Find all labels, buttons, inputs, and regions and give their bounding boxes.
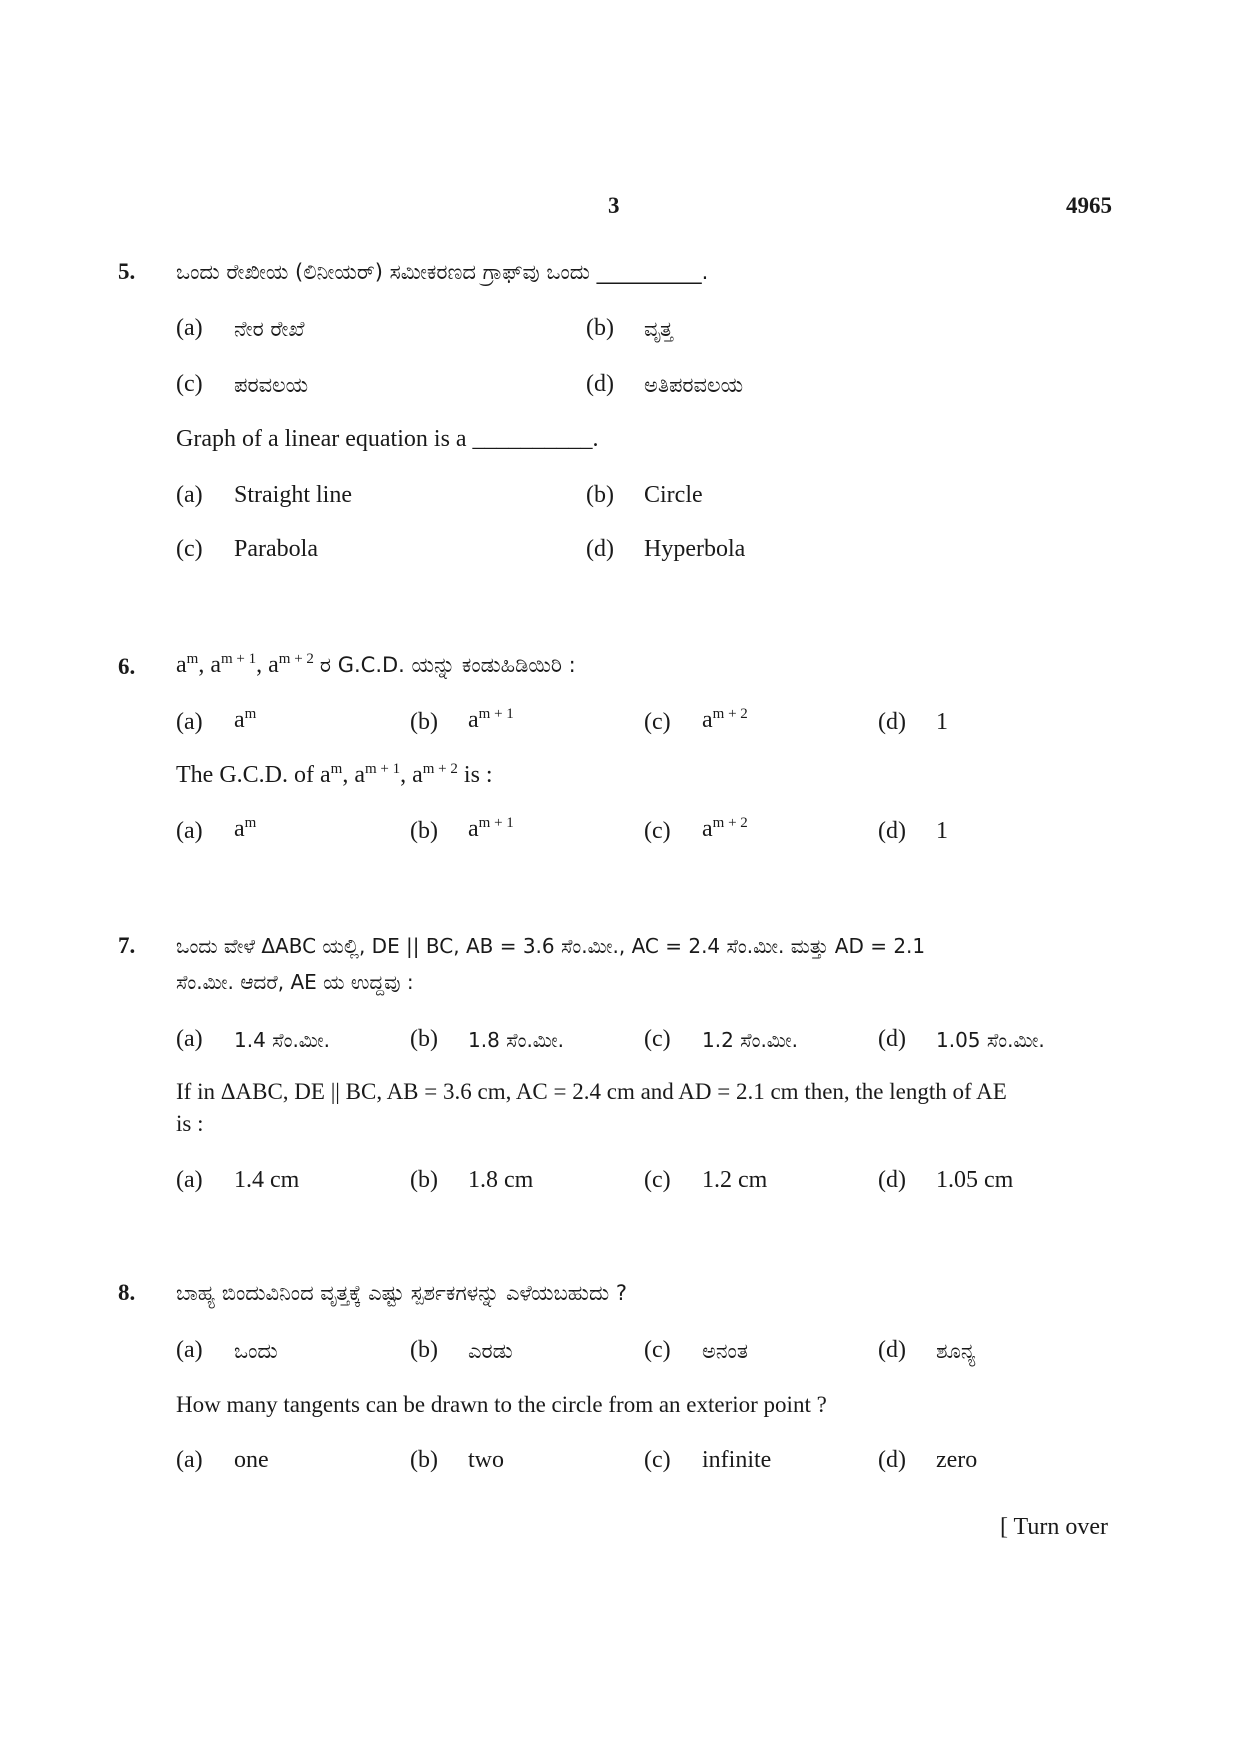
paper-code: 4965: [1066, 193, 1112, 218]
option-text: 1.4 cm: [234, 1167, 300, 1193]
option-text: 1.8 cm: [468, 1167, 534, 1193]
option-text: two: [468, 1447, 504, 1473]
option-letter: (d): [878, 1337, 906, 1363]
option-letter: (b): [410, 1337, 438, 1363]
option-text: $a^{m + 1}$: [468, 815, 514, 842]
option-letter: (c): [176, 536, 203, 562]
option-text: ಅತಿಪರವಲಯ: [644, 373, 744, 397]
question-prompt-kannada: ಬಾಹ್ಯ ಬಿಂದುವಿನಿಂದ ವೃತ್ತಕ್ಕೆ ಎಷ್ಟು ಸ್ಪರ್ಶಕಗಳನ್ನು ಎಳೆಯಬಹುದು ?: [176, 1281, 628, 1305]
option-letter: (a): [176, 709, 203, 735]
question-number: 7.: [118, 933, 136, 958]
option-letter: (d): [586, 536, 614, 562]
option-letter: (b): [410, 818, 438, 844]
option-letter: (a): [176, 1337, 203, 1363]
option-letter: (a): [176, 482, 203, 508]
option-text: $a^{m + 1}$: [468, 706, 514, 733]
option-text: Hyperbola: [644, 536, 746, 562]
option-text: one: [234, 1447, 269, 1473]
option-text: 1.05 ಸೆಂ.ಮೀ.: [936, 1028, 1045, 1052]
option-letter: (b): [410, 1026, 438, 1052]
option-letter: (c): [644, 709, 671, 735]
turn-over-note: [ Turn over: [1000, 1514, 1109, 1540]
question-prompt-kannada: ಒಂದು ರೇಖೀಯ (ಲಿನೀಯರ್) ಸಮೀಕರಣದ ಗ್ರಾಫ್‌ವು ಒಂದು __________.: [176, 260, 709, 284]
option-text: Circle: [644, 482, 703, 508]
question-prompt-english-line2: is :: [176, 1111, 204, 1136]
option-letter: (d): [586, 371, 614, 397]
option-letter: (c): [644, 1167, 671, 1193]
option-text: ವೃತ್ತ: [644, 317, 673, 341]
option-text: $a^{m + 2}$: [702, 706, 748, 733]
option-letter: (a): [176, 1167, 203, 1193]
option-text: ಅನಂತ: [702, 1339, 748, 1363]
question-number: 6.: [118, 654, 136, 679]
option-letter: (d): [878, 1167, 906, 1193]
question-number: 8.: [118, 1280, 136, 1305]
question-prompt-english: Graph of a linear equation is a __________.: [176, 426, 599, 452]
option-letter: (c): [644, 818, 671, 844]
option-text: 1.4 ಸೆಂ.ಮೀ.: [234, 1028, 331, 1052]
option-letter: (a): [176, 1447, 203, 1473]
option-text: 1.05 cm: [936, 1167, 1014, 1193]
option-text: ಶೂನ್ಯ: [936, 1339, 976, 1363]
option-letter: (a): [176, 1026, 203, 1052]
option-text: ಎರಡು: [468, 1339, 513, 1363]
option-text: $a^m$: [234, 815, 257, 842]
option-letter: (b): [586, 315, 614, 341]
question-number: 5.: [118, 259, 136, 284]
option-letter: (b): [410, 709, 438, 735]
option-letter: (b): [586, 482, 614, 508]
option-text: ಒಂದು: [234, 1339, 278, 1363]
option-text: infinite: [702, 1447, 772, 1473]
question-prompt-english: How many tangents can be drawn to the circle from an exterior point ?: [176, 1392, 827, 1417]
page-number: 3: [608, 193, 620, 218]
option-text: Straight line: [234, 482, 352, 508]
option-letter: (c): [644, 1337, 671, 1363]
option-text: 1.2 ಸೆಂ.ಮೀ.: [702, 1028, 799, 1052]
question-prompt-kannada-line2: ಸೆಂ.ಮೀ. ಆದರೆ, AE ಯ ಉದ್ದವು :: [176, 970, 414, 994]
option-text: 1.2 cm: [702, 1167, 768, 1193]
option-text: 1: [936, 818, 948, 844]
option-letter: (d): [878, 818, 906, 844]
option-letter: (b): [410, 1447, 438, 1473]
option-letter: (c): [176, 371, 203, 397]
option-text: $a^m$: [234, 706, 257, 733]
question-prompt-english-line1: If in ΔABC, DE || BC, AB = 3.6 cm, AC = 2.4 cm and AD = 2.1 cm then, the length of AE: [176, 1079, 1007, 1104]
option-letter: (d): [878, 1026, 906, 1052]
question-prompt-kannada: $a^m$, $a^{m + 1}$, $a^{m + 2}$ ರ G.C.D. ಯನ್ನು ಕಂಡುಹಿಡಿಯಿರಿ :: [176, 651, 576, 678]
option-letter: (a): [176, 818, 203, 844]
question-prompt-kannada-line1: ಒಂದು ವೇಳೆ ΔABC ಯಲ್ಲಿ, DE || BC, AB = 3.6 ಸೆಂ.ಮೀ., AC = 2.4 ಸೆಂ.ಮೀ. ಮತ್ತು AD = 2.1: [176, 934, 926, 958]
option-letter: (d): [878, 709, 906, 735]
option-letter: (a): [176, 315, 203, 341]
question-prompt-english: The G.C.D. of $a^m$, $a^{m + 1}$, $a^{m + 2}$ is :: [176, 761, 493, 788]
option-text: ಪರವಲಯ: [234, 373, 309, 397]
option-letter: (c): [644, 1447, 671, 1473]
option-text: zero: [936, 1447, 978, 1473]
option-text: 1.8 ಸೆಂ.ಮೀ.: [468, 1028, 565, 1052]
option-text: 1: [936, 709, 948, 735]
option-letter: (c): [644, 1026, 671, 1052]
option-letter: (b): [410, 1167, 438, 1193]
option-text: ನೇರ ರೇಖೆ: [234, 317, 305, 341]
option-text: Parabola: [234, 536, 318, 562]
option-letter: (d): [878, 1447, 906, 1473]
option-text: $a^{m + 2}$: [702, 815, 748, 842]
